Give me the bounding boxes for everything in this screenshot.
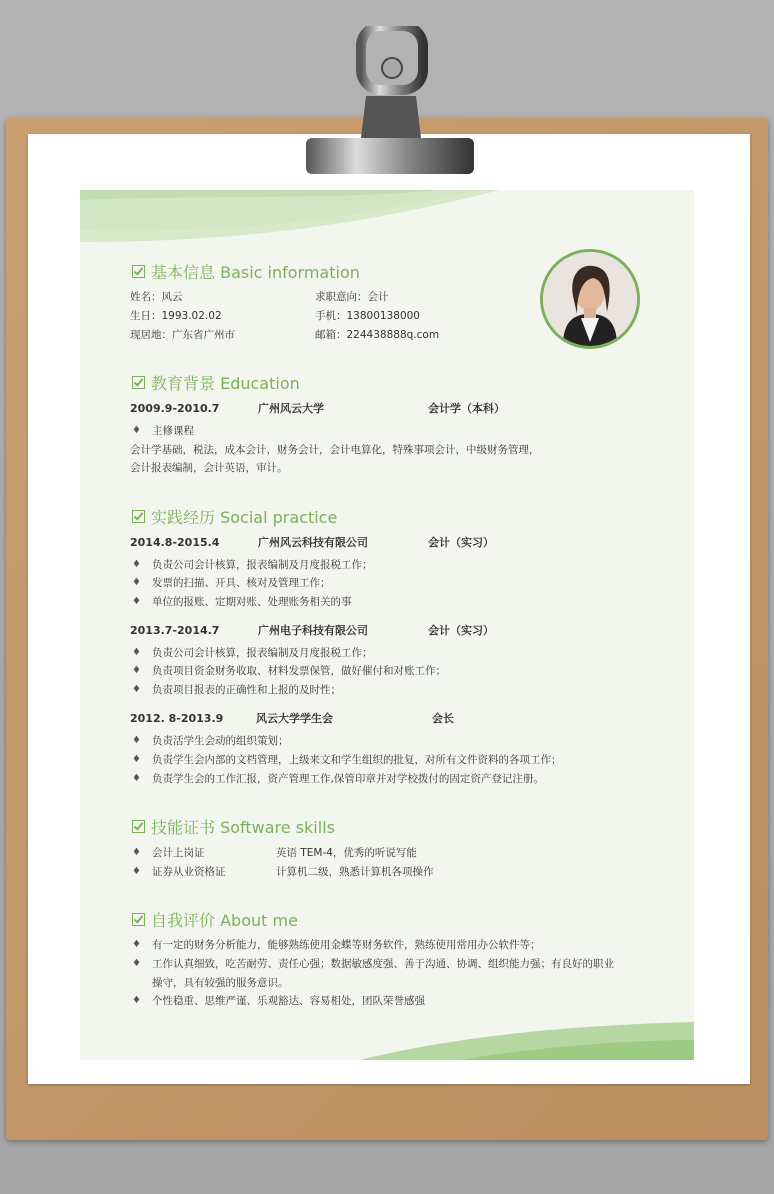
skill-name: 证券从业资格证	[152, 866, 226, 878]
course-heading: 主修课程	[152, 425, 194, 437]
section-basic-title	[132, 260, 360, 283]
bullet-icon: ♦	[132, 577, 141, 588]
birth-field: 生日：1993.02.02	[130, 310, 222, 322]
section-practice-label: 实践经历 Social practice	[151, 508, 338, 527]
job-org: 广州风云科技有限公司	[258, 536, 368, 549]
job-item: 负责项目资金财务收取、材料发票保管，做好催付和对账工作；	[152, 665, 446, 677]
about-line: 工作认真细致，吃苦耐劳、责任心强；数据敏感度强、善于沟通、协调、组织能力强；有良好的职业	[152, 958, 614, 970]
section-education-title	[132, 371, 300, 394]
binder-clip-icon	[306, 26, 476, 176]
skill-desc: 计算机二级，熟悉计算机各项操作	[276, 866, 434, 878]
section-education-label: 教育背景 Education	[151, 374, 300, 393]
section-about-label: 自我评价 About me	[151, 911, 298, 930]
job-period: 2012. 8-2013.9	[130, 712, 224, 725]
resume-page	[80, 190, 694, 1060]
job-item: 负责项目报表的正确性和上报的及时性；	[152, 684, 341, 696]
bullet-icon: ♦	[132, 866, 141, 877]
bullet-icon: ♦	[132, 754, 141, 765]
edu-school: 广州风云大学	[258, 402, 324, 415]
edu-period: 2009.9-2010.7	[130, 402, 220, 415]
job-role: 会计（实习）	[428, 624, 494, 637]
checkbox-icon	[132, 265, 145, 278]
job-period: 2014.8-2015.4	[130, 536, 220, 549]
bullet-icon: ♦	[132, 847, 141, 858]
bullet-icon: ♦	[132, 735, 141, 746]
email-field: 邮箱：224438888q.com	[315, 329, 440, 341]
job-item: 负责学生会内部的文档管理，上级来文和学生组织的批复，对所有文件资料的各项工作；	[152, 754, 562, 766]
bottom-wave-decoration	[80, 1020, 694, 1060]
job-org: 风云大学学生会	[256, 712, 333, 725]
job-period: 2013.7-2014.7	[130, 624, 220, 637]
bullet-icon: ♦	[132, 995, 141, 1006]
checkbox-icon	[132, 376, 145, 389]
job-item: 负责公司会计核算，报表编制及月度报税工作；	[152, 559, 373, 571]
job-item: 负责学生会的工作汇报，资产管理工作,保管印章并对学校拨付的固定资产登记注册。	[152, 773, 544, 785]
bullet-icon: ♦	[132, 665, 141, 676]
bullet-icon: ♦	[132, 939, 141, 950]
about-line: 有一定的财务分析能力，能够熟练使用金蝶等财务软件，熟练使用常用办公软件等；	[152, 939, 541, 951]
bullet-icon: ♦	[132, 958, 141, 969]
section-about-title	[132, 908, 298, 931]
checkbox-icon	[132, 510, 145, 523]
job-item: 单位的报账、定期对账、处理账务相关的事	[152, 596, 352, 608]
bullet-icon: ♦	[132, 773, 141, 784]
bullet-icon: ♦	[132, 647, 141, 658]
job-role: 会长	[432, 712, 454, 725]
job-item: 发票的扫描、开具、核对及管理工作；	[152, 577, 331, 589]
course-line: 会计报表编制，会计英语，审计。	[130, 462, 288, 474]
address-field: 现居地：广东省广州市	[130, 329, 235, 341]
about-line: 个性稳重、思维严谨、乐观豁达、容易相处，团队荣誉感强	[152, 995, 425, 1007]
bullet-icon: ♦	[132, 559, 141, 570]
bullet-icon: ♦	[132, 425, 141, 436]
job-item: 负责公司会计核算，报表编制及月度报税工作；	[152, 647, 373, 659]
section-basic-label: 基本信息 Basic information	[151, 263, 360, 282]
course-line: 会计学基础，税法，成本会计，财务会计，会计电算化，特殊事项会计，中级财务管理，	[130, 444, 540, 456]
checkbox-icon	[132, 913, 145, 926]
portrait-icon	[543, 252, 637, 346]
skill-desc: 英语 TEM-4，优秀的听说写能	[276, 847, 417, 859]
job-org: 广州电子科技有限公司	[258, 624, 368, 637]
name-field: 姓名：风云	[130, 291, 183, 303]
bullet-icon: ♦	[132, 596, 141, 607]
about-line: 操守，具有较强的服务意识。	[152, 977, 289, 989]
section-skills-title	[132, 815, 335, 838]
job-role: 会计（实习）	[428, 536, 494, 549]
section-practice-title	[132, 505, 337, 528]
phone-field: 手机：13800138000	[315, 310, 420, 322]
job-field: 求职意向：会计	[315, 291, 389, 303]
skill-name: 会计上岗证	[152, 847, 205, 859]
top-wave-decoration	[80, 190, 694, 250]
avatar	[540, 249, 640, 349]
edu-major: 会计学（本科）	[428, 402, 505, 415]
checkbox-icon	[132, 820, 145, 833]
bullet-icon: ♦	[132, 684, 141, 695]
section-skills-label: 技能证书 Software skills	[151, 818, 335, 837]
job-item: 负责活学生会动的组织策划；	[152, 735, 289, 747]
